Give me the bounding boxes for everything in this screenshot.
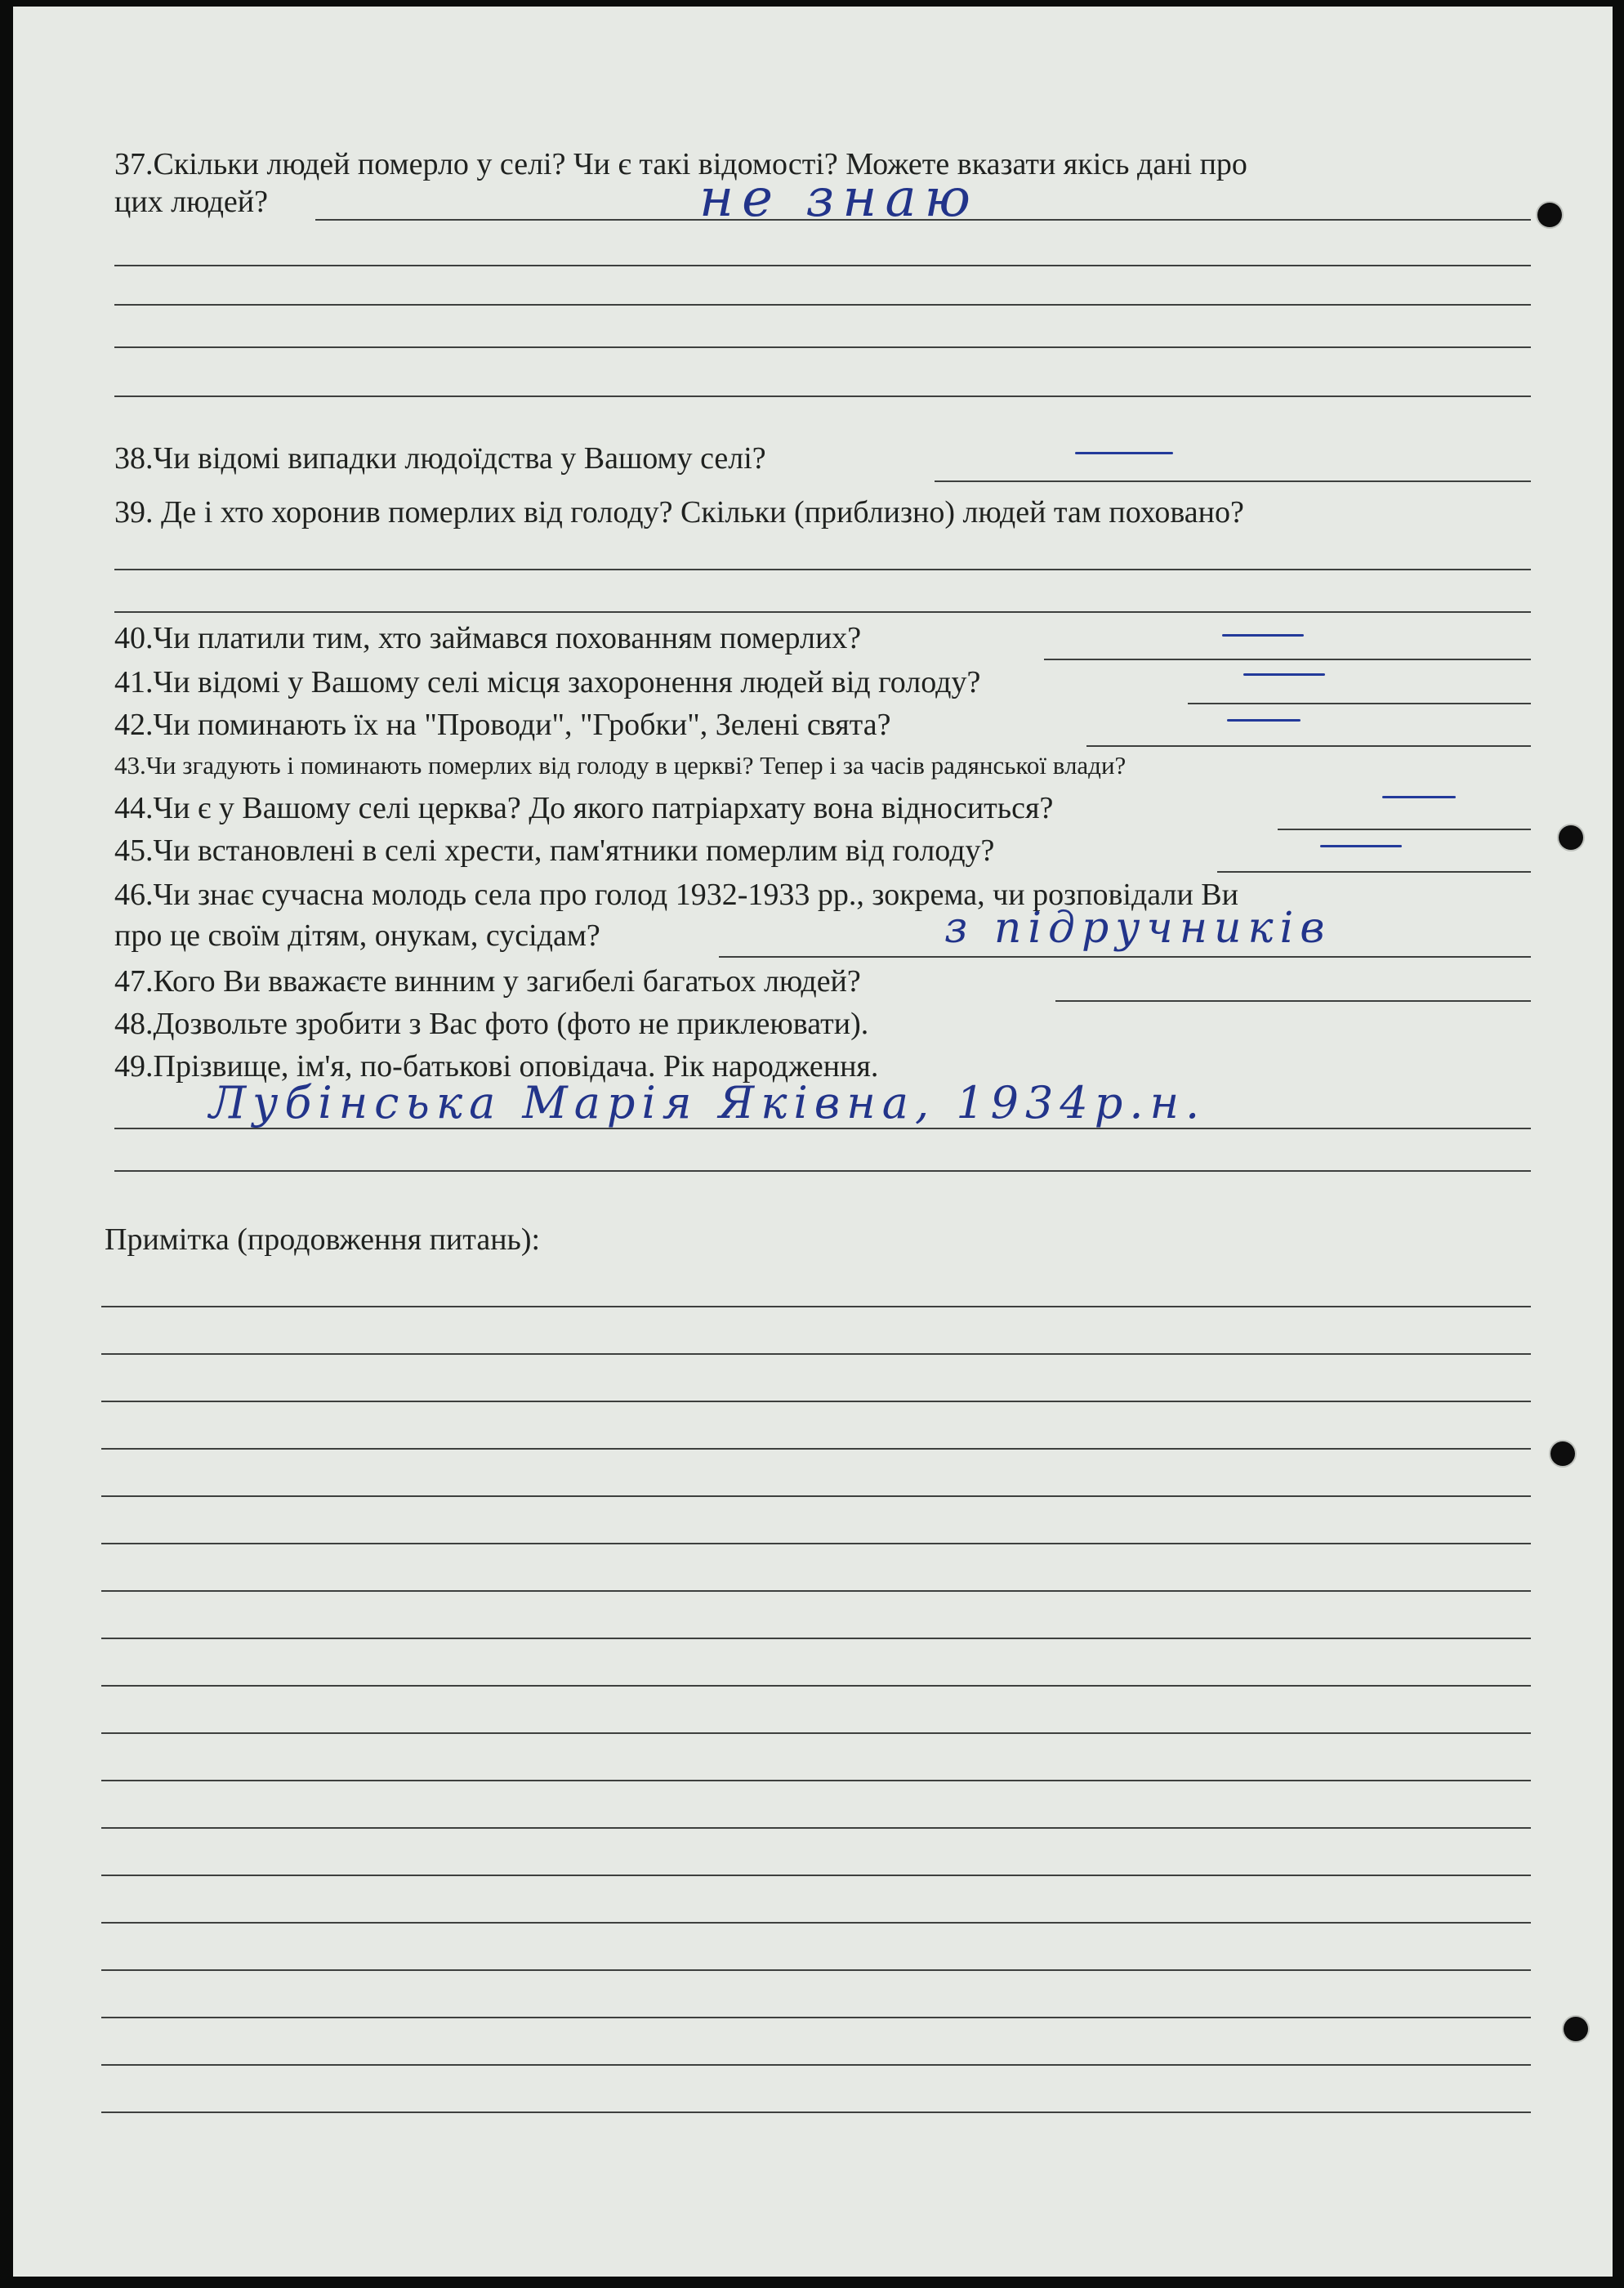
note-line	[101, 1685, 1531, 1687]
answer-45-dash	[1320, 845, 1402, 847]
note-line	[101, 1827, 1531, 1829]
answer-line	[1217, 871, 1531, 873]
question-37-line1: 37.Скільки людей померло у селі? Чи є такі відомості? Можете вказати якісь дані про	[114, 147, 1247, 181]
note-line	[101, 1969, 1531, 1971]
answer-line	[114, 265, 1531, 266]
note-line	[101, 1353, 1531, 1355]
question-43: 43.Чи згадують і поминають померлих від голоду в церкві? Тепер і за часів радянської влади?	[114, 751, 1127, 780]
answer-line	[114, 395, 1531, 397]
question-46-line2: про це своїм дітям, онукам, сусідам?	[114, 918, 600, 953]
note-line	[101, 1638, 1531, 1639]
punch-hole	[1550, 1441, 1575, 1466]
answer-line	[719, 956, 1531, 958]
note-label: Примітка (продовження питань):	[105, 1222, 541, 1257]
answer-40-dash	[1222, 634, 1304, 637]
question-40: 40.Чи платили тим, хто займався похованням померлих?	[114, 621, 862, 655]
answer-49-handwriting: Лубінська Марія Яківна, 1934р.н.	[209, 1077, 1207, 1128]
answer-line	[114, 611, 1531, 613]
note-line	[101, 1306, 1531, 1307]
question-47: 47.Кого Ви вважаєте винним у загибелі багатьох людей?	[114, 964, 861, 999]
note-line	[101, 2017, 1531, 2018]
answer-line	[1044, 659, 1531, 660]
answer-42-dash	[1227, 719, 1301, 722]
question-48: 48.Дозвольте зробити з Вас фото (фото не приклеювати).	[114, 1007, 869, 1041]
answer-line	[1086, 745, 1531, 747]
note-line	[101, 1495, 1531, 1497]
punch-hole	[1537, 203, 1562, 227]
note-line	[101, 1401, 1531, 1402]
question-46-line1: 46.Чи знає сучасна молодь села про голод 1932-1933 рр., зокрема, чи розповідали Ви	[114, 878, 1238, 912]
answer-37-handwriting: не знаю	[699, 168, 979, 229]
note-line	[101, 1590, 1531, 1592]
answer-44-dash	[1382, 796, 1456, 798]
answer-line	[114, 346, 1531, 348]
answer-38-dash	[1075, 452, 1173, 454]
note-line	[101, 1922, 1531, 1924]
note-line	[101, 2064, 1531, 2066]
answer-46-handwriting: з підручників	[944, 904, 1332, 953]
answer-line	[1055, 1000, 1531, 1002]
note-line	[101, 1875, 1531, 1876]
punch-hole	[1564, 2017, 1588, 2041]
question-38: 38.Чи відомі випадки людоїдства у Вашому селі?	[114, 441, 766, 476]
question-49: 49.Прізвище, ім'я, по-батькові оповідача. Рік народження.	[114, 1049, 879, 1084]
answer-line	[1188, 703, 1531, 704]
punch-hole	[1559, 825, 1583, 850]
question-42: 42.Чи поминають їх на "Проводи", "Гробки", Зелені свята?	[114, 708, 891, 742]
answer-line	[114, 1170, 1531, 1172]
note-line	[101, 1448, 1531, 1450]
question-44: 44.Чи є у Вашому селі церква? До якого патріархату вона відноситься?	[114, 791, 1054, 825]
answer-line	[114, 304, 1531, 306]
answer-line	[114, 569, 1531, 570]
note-line	[101, 2111, 1531, 2113]
answer-line	[1278, 829, 1531, 830]
note-line	[101, 1732, 1531, 1734]
question-45: 45.Чи встановлені в селі хрести, пам'ятники померлим від голоду?	[114, 833, 995, 868]
answer-line	[935, 480, 1531, 482]
note-line	[101, 1543, 1531, 1544]
note-line	[101, 1780, 1531, 1781]
question-39: 39. Де і хто хоронив померлих від голоду? Скільки (приблизно) людей там поховано?	[114, 495, 1244, 530]
question-37-line2: цих людей?	[114, 185, 268, 219]
question-41: 41.Чи відомі у Вашому селі місця захоронення людей від голоду?	[114, 665, 981, 699]
questionnaire-page	[13, 7, 1613, 2277]
answer-41-dash	[1243, 673, 1325, 676]
